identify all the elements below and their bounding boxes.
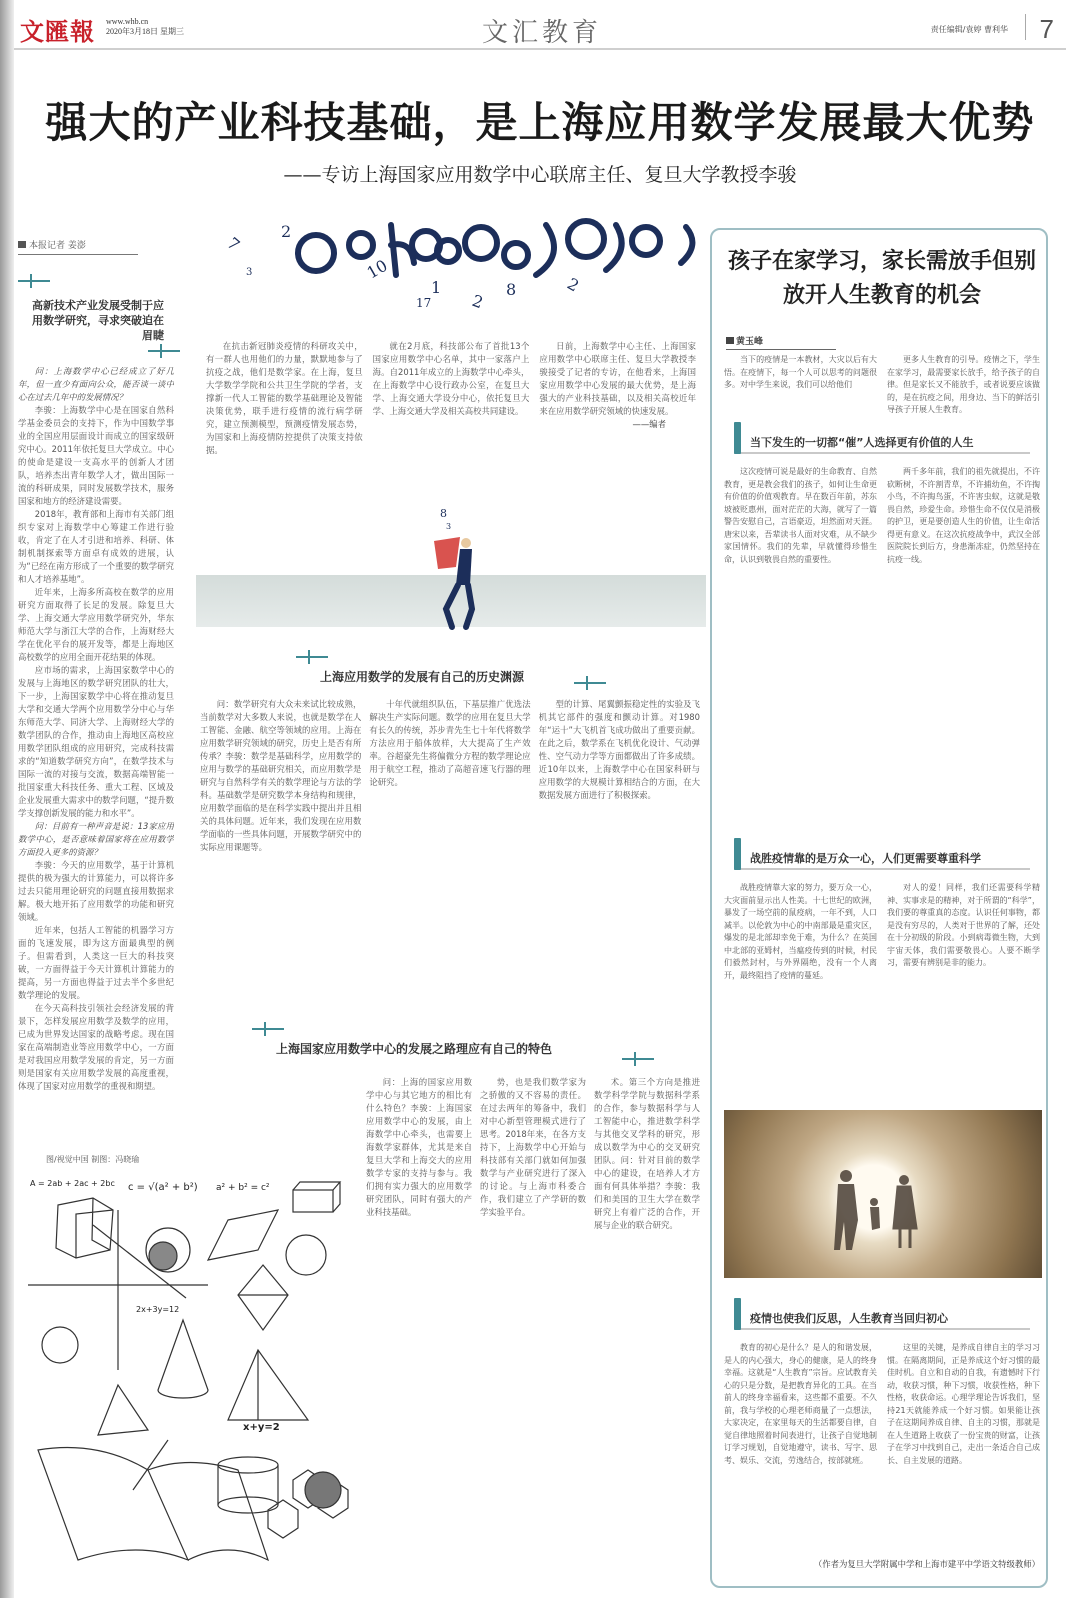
paragraph: 教育的初心是什么？是人的和谐发展，是人的内心强大，身心的健康，是人的终身幸福。这就是“人生教育”宗旨。应试教育关心的只是分数，是把教育异化的工具。在当前人的终身幸福看来，这些都不重要。不久前，我与学校的心理老师商量了一点想法，大家决定，在家里每天的生活都要自律，自觉自律地照着时间表进行，让孩子自觉地制订学习规划，自觉地遵守，读书、写字、思考、娱乐、交流，劳逸结合，按部就班。 bbox=[724, 1343, 877, 1465]
sidebar-subheading-3 bbox=[734, 1302, 1030, 1330]
left-article-column bbox=[18, 365, 174, 1135]
article-column bbox=[724, 354, 877, 414]
section-title: 文汇教育 bbox=[482, 18, 603, 48]
paragraph: 术。第三个方向是推进数学科学学院与数据科学系的合作，参与数据科学与人工智能中心，推进数学科学与其他交叉学科的研究，形成以数学为中心的交叉研究团队。问：针对目前的数学中心的建设，在培养人才方面有何具体举措？李骏：我们和美国的卫生大学在数学研究上有着广泛的合作，开展与企业的联合研究。 bbox=[594, 1077, 700, 1230]
subheading-text: 当下发生的一切都“催”人选择更有价值的人生 bbox=[750, 436, 974, 449]
article-column bbox=[594, 1076, 700, 1586]
falling-numbers-image bbox=[186, 215, 706, 315]
paragraph: 当下的疫情是一本教材，大灾以后有大悟。在疫情下，每一个人可以思考的问题很多。对中学生来说，我们可以给他们 bbox=[724, 355, 877, 389]
page-divider bbox=[1025, 14, 1026, 40]
reporter-name: 本报记者 姜澎 bbox=[29, 241, 86, 251]
paragraph: 应市场的需求，上海国家数学中心的发展与上海地区的数学研究团队的壮大，下一步，上海国家数学中心将在推动复旦大学和交通大学两个应用数学分中心与华东师范大学、同济大学、上海财经大学的数学团队的合作，推动由上海地区高校应用数学团队组成的应用研究，完成科技需求的“知道数学研究方向”，在数学技术与国际一流的对接与交流，数据高端智能一批国家重大科技任务、重大工程、区域及企业发展重大需求中的数学问题，“提升数学支撑创新发展的能力和水平”。 bbox=[18, 665, 174, 818]
paragraph: 更多人生教育的引导。疫情之下，学生在家学习，最需要家长放手，给予孩子的自律。但是家长又不能放手，或者说要应该做的，是在抗疫之间，用身边、当下的鲜活引导孩子开展人生教育。 bbox=[887, 355, 1040, 414]
sidebar-subheading-1 bbox=[734, 426, 1030, 454]
svg-text:a² + b² = c²: a² + b² = c² bbox=[216, 1183, 270, 1193]
sidebar-byline bbox=[726, 334, 836, 350]
svg-text:8: 8 bbox=[506, 280, 517, 299]
svg-text:17: 17 bbox=[416, 296, 432, 310]
article-column bbox=[369, 698, 530, 998]
family-tunnel-photo bbox=[724, 1110, 1042, 1278]
paragraph: 这里的关键，是养成自律自主的学习习惯。在隔离期间，正是养成这个好习惯的最佳时机。自立和自动的自我，有遗憾时下行动，收获习惯，种下习惯，收获性格，种下性格，收获命运。心理学理论告诉我们，坚持21天就能养成一个好习惯。如果能让孩子在这期间养成自律、自主的习惯，那就是在人生道路上收获了一份宝贵的财富，让孩子在学习中找到自己，走出一条适合自己成长、自主发展的道路。 bbox=[887, 1343, 1040, 1465]
paragraph: 势，也是我们数学家为之骄傲的又不容易的责任。在过去两年的筹备中，我们对中心新型管理模式进行了思考。2018年来，在各方支持下，上海数学中心开始与科技部有关部门就如何加强数学与产业研究进行了深入的讨论。与上海市科委合作，我们建立了产学研的数学实验平台。 bbox=[480, 1077, 586, 1217]
svg-text:8: 8 bbox=[440, 507, 447, 520]
paragraph: 战胜疫情靠大家的努力，要万众一心，大灾面前显示出人性美。十七世纪的欧洲，暴发了一场空前的鼠疫病，一年不到，人口减半。以伦敦为中心的中南部最是重灾区，爆发的是北部却幸免于难，为什么？在英国中北部的亚姆村，当瘟疫传到的时候，村民们毅然封村，与外界隔绝，没有一个人离开，最终阻挡了疫情的蔓延。 bbox=[724, 883, 877, 980]
sidebar-section-1-body bbox=[724, 466, 1040, 836]
numbers-illustration-icon bbox=[186, 215, 706, 315]
intro-column-2 bbox=[373, 340, 530, 490]
paragraph: 对人的爱！同样，我们还需要科学精神、实事求是的精神，对于所谓的“科学”，我们要的尊重真的态度。认识任何事物，都是没有穷尽的，人类对于世界的了解，还处在十分初级的阶段。小到病毒微生物，大到宇宙天体，我们需要敬畏心。人要不断学习，需要有辨别是非的能力。 bbox=[887, 883, 1040, 967]
paragraph: 问：上海数学中心已经成立了好几年，但一直少有面向公众，能否谈一谈中心在过去几年中的发展情况？ bbox=[18, 366, 174, 402]
geometry-doodles-icon bbox=[18, 1170, 358, 1590]
accent-bar-icon bbox=[734, 422, 741, 454]
paragraph: 李骏：今天的应用数学，基于计算机提供的极为强大的计算能力，可以将许多过去只能用理论研究的问题直接用数据求解。极大地开拓了应用数学的功能和研究领域。 bbox=[18, 860, 174, 922]
svg-text:x+y=2: x+y=2 bbox=[243, 1422, 280, 1433]
paragraph: 近年来，上海多所高校在数学的应用研究方面取得了长足的发展。除复旦大学、上海交通大学应用数学研究外，华东师范大学与浙江大学的合作，上海财经大学在优化平台的展开发等，都是上海地区高校数学的应用全面开花结果的体现。 bbox=[18, 587, 174, 662]
article-column bbox=[887, 354, 1040, 414]
crosshair-ornament-icon bbox=[252, 1022, 284, 1036]
left-subtitle: 高新技术产业发展受制于应用数学研究，寻求突破迫在眉睫 bbox=[32, 299, 164, 342]
article-column bbox=[887, 466, 1040, 836]
sidebar-intro bbox=[724, 354, 1040, 414]
editor-credit: 责任编辑/袁婷 曹利华 bbox=[930, 25, 1008, 34]
author-note: （作者为复旦大学附属中学和上海市建平中学语文特级教师） bbox=[813, 1559, 1040, 1569]
paragraph: 2018年，教育部和上海市有关部门组织专家对上海数学中心筹建工作进行验收，肯定了在人才引进和培养、科研、体制机制探索等方面卓有成效的进展，认为“已经在南方形成了一个重要的数学研究和人才培养基地”。 bbox=[18, 509, 174, 584]
masthead-url[interactable]: www.whb.cn bbox=[106, 17, 149, 26]
svg-text:7: 7 bbox=[223, 233, 244, 255]
intro-column-1 bbox=[206, 340, 363, 490]
intro-column-3 bbox=[539, 340, 696, 490]
sidebar-section-2-body bbox=[724, 882, 1040, 1104]
byline-square-icon bbox=[726, 337, 734, 344]
crosshair-ornament-icon bbox=[148, 344, 180, 358]
paragraph: 在今天高科技引领社会经济发展的背景下，怎样发展应用数学及数学的应用，已成为世界发达国家的战略考虑。现在国家在高端制造业等应用数学中心，一方面是对我国应用数学发展的肯定，另一方面则是国家有关应用数学发展的高度重视，体现了国家对应用数学的重视和期望。 bbox=[18, 1003, 174, 1091]
author-name: 黄玉峰 bbox=[736, 337, 764, 347]
crosshair-ornament-icon bbox=[18, 274, 50, 288]
page-binding-shadow bbox=[0, 0, 14, 1598]
article-column bbox=[724, 1342, 877, 1552]
paragraph: 两千多年前，我们的祖先就提出，不许砍断树，不许割青草，不许捕幼鱼，不许掏小鸟，不许掏鸟蛋，不许害虫蚁，这就是敬畏自然，珍爱生命。珍惜生命不仅仅是消极的护卫，更是要创造人生的价值，让生命活得更有意义。在这次抗疫战争中，武汉全部医院院长到后方，身患渐冻症，仍然坚持在抗疫一线。 bbox=[887, 467, 1040, 564]
article-column bbox=[480, 1076, 586, 1586]
masthead-date: 2020年3月18日 星期三 bbox=[106, 27, 184, 36]
crosshair-ornament-icon bbox=[574, 676, 606, 690]
paragraph: 型的计算、尾翼颤振稳定性的实验及飞机其它部件的强度和颤动计算。对1980年“运十”大飞机首飞成功做出了重要贡献。在此之后，数学系在飞机优化设计、气动弹性、空气动力学等方面都做出了许多成绩。近10年以来，上海数学中心在国家科研与应用数学的大规模计算相结合的方面，在大数据发展方面进行了积极探索。 bbox=[538, 699, 700, 800]
paragraph: 日前，上海数学中心主任、上海国家应用数学中心联席主任、复旦大学教授李骏接受了记者的专访，在他看来，上海国家应用数学中心发展的最大优势，是上海强大的产业科技基础，以及相关高校近年来在应用数学研究领域的快速发展。 bbox=[539, 341, 697, 416]
paragraph: 李骏：上海数学中心是在国家自然科学基金委员会的支持下，作为中国数学事业的全国应用层面设计而成立的国家级研究中心。2011年依托复旦大学成立。中心的使命是建设一支高水平的创新人才团队，培养杰出青年数学人才，做出国际一流的科研成果，同时发展数学技术，服务国家和地方的经济建设需要。 bbox=[18, 405, 174, 506]
masthead-meta bbox=[106, 17, 184, 37]
paragraph: 问：目前有一种声音是说：13家应用数学中心，是否意味着国家将在应用数学方面投入更多的资源？ bbox=[18, 821, 174, 857]
article-column bbox=[724, 466, 877, 836]
sidebar-article bbox=[710, 228, 1048, 1588]
svg-text:1: 1 bbox=[431, 278, 442, 297]
paragraph: 就在2月底，科技部公布了首批13个国家应用数学中心名单，其中一家落户上海。自2011年成立的上海数学中心牵头，在上海数学中心设行政办公室，在复旦大学、上海交通大学设分中心，依托复旦大学、上海交通大学及相关高校共同建设。 bbox=[372, 341, 530, 416]
sidebar-section-3-body bbox=[724, 1342, 1040, 1552]
math-illustration bbox=[18, 1170, 358, 1590]
accent-bar-icon bbox=[734, 1298, 741, 1330]
paragraph: 近年来，包括人工智能的机器学习方面的飞速发展，即为这方面最典型的例子。但需看到，人类这一巨大的科技突破，一方面得益于今天计算机计算能力的提高，另一方面也得益于过去半个多世纪数学理论的发展。 bbox=[18, 925, 174, 1000]
family-silhouette-icon bbox=[724, 1110, 1042, 1278]
article-column bbox=[366, 1076, 472, 1586]
main-headline: 强大的产业科技基础，是上海应用数学发展最大优势 bbox=[45, 98, 1035, 147]
person-with-bucket-icon bbox=[426, 505, 486, 633]
page-number: 7 bbox=[1039, 14, 1054, 44]
paragraph: 这次疫情可说是最好的生命教育、自然教育，更是教会我们的孩子，如何让生命更有价值的价值观教育。早在数百年前，苏东坡被贬惠州，面对茫茫的大海，就写了一篇警告安慰自己，言语豪迈，坦然面对天涯。唐宋以来，吾辈读书人面对灾难，从不缺少家国情怀。我们的先辈，早就懂得珍惜生命，认识到敬畏自然的重要性。 bbox=[724, 467, 877, 564]
svg-text:2: 2 bbox=[564, 274, 583, 296]
sidebar-headline: 孩子在家学习，家长需放手但别放开人生教育的机会 bbox=[727, 248, 1036, 308]
crosshair-ornament-icon bbox=[622, 1052, 654, 1066]
subheading-text: 战胜疫情靠的是万众一心，人们更需要尊重科学 bbox=[750, 852, 981, 865]
byline-square-icon bbox=[18, 241, 26, 248]
svg-text:3: 3 bbox=[246, 267, 253, 278]
svg-text:10: 10 bbox=[363, 255, 391, 283]
sidebar-subheading-2 bbox=[734, 842, 1030, 870]
section-heading-features: 上海国家应用数学中心的发展之路理应有自己的特色 bbox=[276, 1042, 553, 1056]
section-history-body bbox=[200, 698, 700, 998]
person-carrying-bucket-image bbox=[186, 495, 706, 640]
article-column bbox=[200, 698, 361, 998]
editor-signature: ——编者 bbox=[632, 419, 667, 429]
svg-text:c = √(a² + b²): c = √(a² + b²) bbox=[128, 1182, 198, 1193]
subheading-text: 疫情也使我们反思，人生教育当回归初心 bbox=[750, 1312, 948, 1325]
paragraph: 十年代就组织队伍，下基层推广优选法解决生产实际问题。数学的应用在复旦大学有长久的传统，苏步青先生七十年代将数学方法应用于船体放样，大大提高了生产效率。谷超豪先生将偏微分方程的数学理论应用于航空工程，推动了高超音速飞行器的理论研究。 bbox=[369, 699, 531, 787]
newspaper-logo: 文匯報 bbox=[20, 17, 95, 46]
article-column bbox=[887, 1342, 1040, 1552]
main-subheadline: ——专访上海国家应用数学中心联席主任、复旦大学教授李骏 bbox=[283, 164, 797, 186]
svg-text:2: 2 bbox=[469, 290, 486, 313]
accent-bar-icon bbox=[734, 838, 741, 870]
section-features-body bbox=[366, 1076, 700, 1586]
paragraph: 问：上海的国家应用数学中心与其它地方的相比有什么特色？李骏：上海国家应用数学中心的发展，由上海数学中心牵头，也需要上海数学家群体，尤其是来自复旦大学和上海交大的应用数学专家的支持与参与。我们拥有实力强大的应用数学研究团队，同时有强大的产业科技基础。 bbox=[366, 1077, 472, 1217]
svg-text:3: 3 bbox=[446, 522, 452, 531]
article-column bbox=[539, 698, 700, 998]
article-column bbox=[724, 882, 877, 1104]
paragraph: 在抗击新冠肺炎疫情的科研攻关中，有一群人也用他们的力量，默默地参与了抗疫之战，他们是数学家。在上海，复旦大学数学学院和公共卫生学院的学者，支撑新一代人工智能的数学基础理论及智能决策优势，联手进行疫情的流行病学研究，建立预测模型，预测疫情发展态势，为国家和上海疫情防控提供了决策支持依据。 bbox=[206, 341, 363, 455]
crosshair-ornament-icon bbox=[296, 650, 328, 664]
editor-intro bbox=[206, 340, 696, 490]
masthead bbox=[14, 0, 1066, 50]
paragraph: 问：数学研究有大众未来试比较成熟，当前数学对大多数人来说，也就是数学在人工智能、金融、航空等领域的应用。上海在应用数学研究领域的研究，历史上是否有所传承？李骏：数学是基础科学，应用数学的应用与数学的基础研究相关，而应用数学是研究与自然科学有关的数学理论与方法的学科。基础数学是研究数学本身结构和规律，应用数学面临的是在科学实践中提出并且相关的具体问题。近年来，我们发现在应用数学面临的一些具体问题，开展数学研究中的实际应用课题等。 bbox=[200, 699, 362, 852]
article-column bbox=[887, 882, 1040, 1104]
svg-text:2: 2 bbox=[281, 222, 292, 241]
svg-text:A = 2ab + 2ac + 2bc: A = 2ab + 2ac + 2bc bbox=[30, 1179, 115, 1188]
section-heading-history: 上海应用数学的发展有自己的历史渊源 bbox=[320, 670, 525, 684]
svg-text:2x+3y=12: 2x+3y=12 bbox=[136, 1305, 180, 1314]
reporter-byline bbox=[18, 238, 138, 255]
illustration-credit: 图/视觉中国 制图：冯晓瑜 bbox=[46, 1155, 140, 1164]
